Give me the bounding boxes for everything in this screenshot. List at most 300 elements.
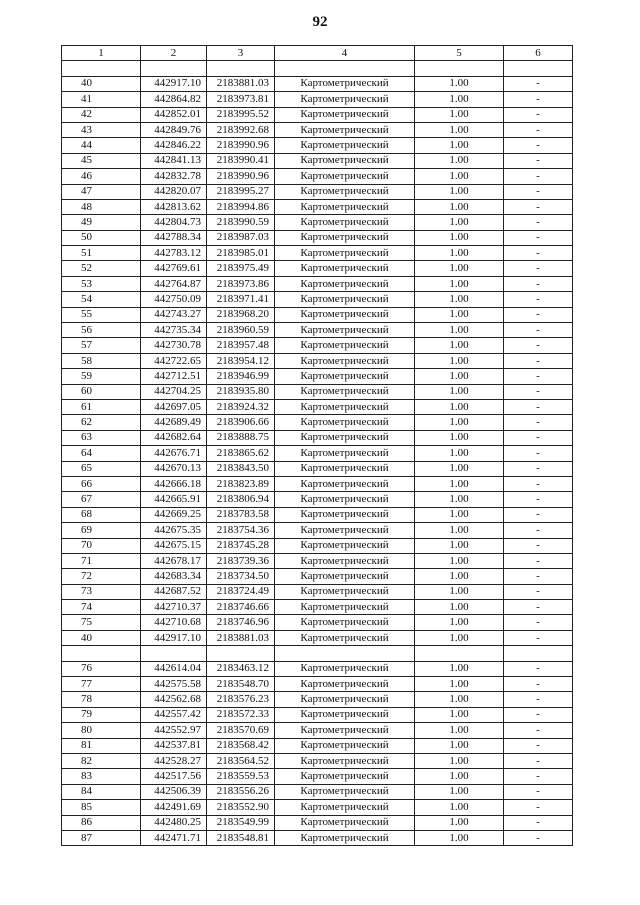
empty-cell [207, 61, 275, 76]
method-cell: Картометрический [275, 353, 415, 368]
description-cell: - [504, 476, 573, 491]
table-row [62, 523, 573, 538]
description-cell: - [504, 430, 573, 445]
description-cell: - [504, 76, 573, 91]
y-coordinate-cell: 2183843.50 [207, 461, 275, 476]
method-cell: Картометрический [275, 323, 415, 338]
table-row [62, 353, 573, 368]
point-number-cell: 77 [62, 677, 141, 692]
accuracy-cell: 1.00 [415, 830, 504, 845]
method-cell: Картометрический [275, 523, 415, 538]
x-coordinate-cell: 442813.62 [141, 199, 207, 214]
y-coordinate-cell: 2183745.28 [207, 538, 275, 553]
accuracy-cell: 1.00 [415, 76, 504, 91]
description-cell: - [504, 353, 573, 368]
empty-cell [415, 646, 504, 661]
point-number-cell: 75 [62, 615, 141, 630]
accuracy-cell: 1.00 [415, 584, 504, 599]
point-number-cell: 76 [62, 661, 141, 676]
x-coordinate-cell: 442735.34 [141, 323, 207, 338]
x-coordinate-cell: 442704.25 [141, 384, 207, 399]
point-number-cell: 40 [62, 76, 141, 91]
point-number-cell: 57 [62, 338, 141, 353]
description-cell: - [504, 153, 573, 168]
point-number-cell: 47 [62, 184, 141, 199]
method-cell: Картометрический [275, 138, 415, 153]
description-cell: - [504, 800, 573, 815]
point-number-cell: 80 [62, 723, 141, 738]
table-row [62, 430, 573, 445]
y-coordinate-cell: 2183968.20 [207, 307, 275, 322]
y-coordinate-cell: 2183881.03 [207, 630, 275, 645]
method-cell: Картометрический [275, 184, 415, 199]
y-coordinate-cell: 2183734.50 [207, 569, 275, 584]
x-coordinate-cell: 442471.71 [141, 830, 207, 845]
method-cell: Картометрический [275, 830, 415, 845]
accuracy-cell: 1.00 [415, 169, 504, 184]
x-coordinate-cell: 442552.97 [141, 723, 207, 738]
accuracy-cell: 1.00 [415, 523, 504, 538]
empty-cell [504, 646, 573, 661]
table-row [62, 569, 573, 584]
accuracy-cell: 1.00 [415, 661, 504, 676]
point-number-cell: 50 [62, 230, 141, 245]
x-coordinate-cell: 442764.87 [141, 276, 207, 291]
point-number-cell: 63 [62, 430, 141, 445]
x-coordinate-cell: 442743.27 [141, 307, 207, 322]
accuracy-cell: 1.00 [415, 369, 504, 384]
accuracy-cell: 1.00 [415, 353, 504, 368]
y-coordinate-cell: 2183954.12 [207, 353, 275, 368]
table-row [62, 399, 573, 414]
description-cell: - [504, 122, 573, 137]
y-coordinate-cell: 2183992.68 [207, 122, 275, 137]
point-number-cell: 59 [62, 369, 141, 384]
table-row [62, 723, 573, 738]
point-number-cell: 70 [62, 538, 141, 553]
x-coordinate-cell: 442769.61 [141, 261, 207, 276]
point-number-cell: 73 [62, 584, 141, 599]
point-number-cell: 53 [62, 276, 141, 291]
point-number-cell: 68 [62, 507, 141, 522]
point-number-cell: 52 [62, 261, 141, 276]
x-coordinate-cell: 442783.12 [141, 246, 207, 261]
table-row [62, 553, 573, 568]
table-row [62, 415, 573, 430]
accuracy-cell: 1.00 [415, 199, 504, 214]
table-row [62, 784, 573, 799]
table-row [62, 461, 573, 476]
x-coordinate-cell: 442670.13 [141, 461, 207, 476]
x-coordinate-cell: 442788.34 [141, 230, 207, 245]
x-coordinate-cell: 442849.76 [141, 122, 207, 137]
table-row [62, 600, 573, 615]
point-number-cell: 66 [62, 476, 141, 491]
x-coordinate-cell: 442804.73 [141, 215, 207, 230]
point-number-cell: 42 [62, 107, 141, 122]
accuracy-cell: 1.00 [415, 753, 504, 768]
table-row [62, 584, 573, 599]
description-cell: - [504, 507, 573, 522]
accuracy-cell: 1.00 [415, 415, 504, 430]
table-row [62, 476, 573, 491]
point-number-cell: 84 [62, 784, 141, 799]
accuracy-cell: 1.00 [415, 476, 504, 491]
empty-cell [62, 646, 141, 661]
point-number-cell: 81 [62, 738, 141, 753]
table-row [62, 323, 573, 338]
description-cell: - [504, 769, 573, 784]
y-coordinate-cell: 2183572.33 [207, 707, 275, 722]
accuracy-cell: 1.00 [415, 553, 504, 568]
description-cell: - [504, 523, 573, 538]
point-number-cell: 82 [62, 753, 141, 768]
method-cell: Картометрический [275, 215, 415, 230]
table-row [62, 507, 573, 522]
method-cell: Картометрический [275, 692, 415, 707]
x-coordinate-cell: 442480.25 [141, 815, 207, 830]
table-row [62, 169, 573, 184]
table-row [62, 276, 573, 291]
description-cell: - [504, 830, 573, 845]
description-cell: - [504, 292, 573, 307]
point-number-cell: 85 [62, 800, 141, 815]
method-cell: Картометрический [275, 630, 415, 645]
header-cell-1: 1 [62, 46, 141, 61]
accuracy-cell: 1.00 [415, 307, 504, 322]
y-coordinate-cell: 2183985.01 [207, 246, 275, 261]
point-number-cell: 78 [62, 692, 141, 707]
header-cell-3: 3 [207, 46, 275, 61]
x-coordinate-cell: 442917.10 [141, 76, 207, 91]
method-cell: Картометрический [275, 107, 415, 122]
table-row [62, 615, 573, 630]
y-coordinate-cell: 2183973.86 [207, 276, 275, 291]
y-coordinate-cell: 2183957.48 [207, 338, 275, 353]
method-cell: Картометрический [275, 399, 415, 414]
point-number-cell: 56 [62, 323, 141, 338]
point-number-cell: 83 [62, 769, 141, 784]
table-row [62, 307, 573, 322]
table-row [62, 800, 573, 815]
method-cell: Картометрический [275, 507, 415, 522]
method-cell: Картометрический [275, 307, 415, 322]
point-number-cell: 62 [62, 415, 141, 430]
y-coordinate-cell: 2183559.53 [207, 769, 275, 784]
y-coordinate-cell: 2183739.36 [207, 553, 275, 568]
table-row [62, 199, 573, 214]
point-number-cell: 48 [62, 199, 141, 214]
accuracy-cell: 1.00 [415, 138, 504, 153]
y-coordinate-cell: 2183924.32 [207, 399, 275, 414]
accuracy-cell: 1.00 [415, 107, 504, 122]
description-cell: - [504, 615, 573, 630]
point-number-cell: 58 [62, 353, 141, 368]
accuracy-cell: 1.00 [415, 292, 504, 307]
accuracy-cell: 1.00 [415, 215, 504, 230]
point-number-cell: 72 [62, 569, 141, 584]
table-row [62, 107, 573, 122]
x-coordinate-cell: 442517.56 [141, 769, 207, 784]
point-number-cell: 79 [62, 707, 141, 722]
x-coordinate-cell: 442917.10 [141, 630, 207, 645]
empty-cell [207, 646, 275, 661]
x-coordinate-cell: 442675.15 [141, 538, 207, 553]
x-coordinate-cell: 442537.81 [141, 738, 207, 753]
accuracy-cell: 1.00 [415, 600, 504, 615]
accuracy-cell: 1.00 [415, 276, 504, 291]
description-cell: - [504, 692, 573, 707]
accuracy-cell: 1.00 [415, 723, 504, 738]
method-cell: Картометрический [275, 661, 415, 676]
x-coordinate-cell: 442689.49 [141, 415, 207, 430]
page-number: 92 [312, 14, 328, 30]
description-cell: - [504, 553, 573, 568]
method-cell: Картометрический [275, 369, 415, 384]
method-cell: Картометрический [275, 446, 415, 461]
y-coordinate-cell: 2183548.81 [207, 830, 275, 845]
method-cell: Картометрический [275, 476, 415, 491]
accuracy-cell: 1.00 [415, 338, 504, 353]
table-row [62, 830, 573, 845]
x-coordinate-cell: 442557.42 [141, 707, 207, 722]
y-coordinate-cell: 2183746.96 [207, 615, 275, 630]
table-row [62, 215, 573, 230]
accuracy-cell: 1.00 [415, 815, 504, 830]
method-cell: Картометрический [275, 430, 415, 445]
accuracy-cell: 1.00 [415, 430, 504, 445]
table-row [62, 261, 573, 276]
description-cell: - [504, 184, 573, 199]
table-row [62, 630, 573, 645]
x-coordinate-cell: 442491.69 [141, 800, 207, 815]
point-number-cell: 87 [62, 830, 141, 845]
empty-cell [62, 61, 141, 76]
y-coordinate-cell: 2183990.59 [207, 215, 275, 230]
y-coordinate-cell: 2183946.99 [207, 369, 275, 384]
accuracy-cell: 1.00 [415, 230, 504, 245]
x-coordinate-cell: 442750.09 [141, 292, 207, 307]
method-cell: Картометрический [275, 569, 415, 584]
table-row [62, 338, 573, 353]
empty-cell [141, 61, 207, 76]
x-coordinate-cell: 442528.27 [141, 753, 207, 768]
description-cell: - [504, 215, 573, 230]
description-cell: - [504, 107, 573, 122]
description-cell: - [504, 707, 573, 722]
method-cell: Картометрический [275, 738, 415, 753]
method-cell: Картометрический [275, 492, 415, 507]
y-coordinate-cell: 2183975.49 [207, 261, 275, 276]
method-cell: Картометрический [275, 92, 415, 107]
table-row [62, 707, 573, 722]
x-coordinate-cell: 442730.78 [141, 338, 207, 353]
method-cell: Картометрический [275, 815, 415, 830]
empty-cell [415, 61, 504, 76]
table-row [62, 677, 573, 692]
method-cell: Картометрический [275, 707, 415, 722]
description-cell: - [504, 630, 573, 645]
x-coordinate-cell: 442697.05 [141, 399, 207, 414]
method-cell: Картометрический [275, 292, 415, 307]
y-coordinate-cell: 2183990.41 [207, 153, 275, 168]
coordinates-table [61, 45, 573, 846]
x-coordinate-cell: 442665.91 [141, 492, 207, 507]
empty-cell [275, 646, 415, 661]
x-coordinate-cell: 442575.58 [141, 677, 207, 692]
method-cell: Картометрический [275, 246, 415, 261]
table-row [62, 384, 573, 399]
description-cell: - [504, 246, 573, 261]
description-cell: - [504, 415, 573, 430]
accuracy-cell: 1.00 [415, 122, 504, 137]
description-cell: - [504, 338, 573, 353]
description-cell: - [504, 784, 573, 799]
description-cell: - [504, 384, 573, 399]
x-coordinate-cell: 442712.51 [141, 369, 207, 384]
description-cell: - [504, 569, 573, 584]
y-coordinate-cell: 2183990.96 [207, 169, 275, 184]
description-cell: - [504, 677, 573, 692]
y-coordinate-cell: 2183548.70 [207, 677, 275, 692]
description-cell: - [504, 307, 573, 322]
y-coordinate-cell: 2183935.80 [207, 384, 275, 399]
y-coordinate-cell: 2183568.42 [207, 738, 275, 753]
y-coordinate-cell: 2183576.23 [207, 692, 275, 707]
x-coordinate-cell: 442832.78 [141, 169, 207, 184]
x-coordinate-cell: 442841.13 [141, 153, 207, 168]
accuracy-cell: 1.00 [415, 323, 504, 338]
table-body [62, 61, 573, 846]
description-cell: - [504, 815, 573, 830]
method-cell: Картометрический [275, 784, 415, 799]
point-number-cell: 67 [62, 492, 141, 507]
point-number-cell: 54 [62, 292, 141, 307]
table-row [62, 292, 573, 307]
x-coordinate-cell: 442852.01 [141, 107, 207, 122]
point-number-cell: 65 [62, 461, 141, 476]
accuracy-cell: 1.00 [415, 692, 504, 707]
point-number-cell: 64 [62, 446, 141, 461]
empty-cell [504, 61, 573, 76]
accuracy-cell: 1.00 [415, 738, 504, 753]
description-cell: - [504, 738, 573, 753]
point-number-cell: 51 [62, 246, 141, 261]
x-coordinate-cell: 442614.04 [141, 661, 207, 676]
x-coordinate-cell: 442676.71 [141, 446, 207, 461]
description-cell: - [504, 369, 573, 384]
group-separator-row [62, 61, 573, 76]
method-cell: Картометрический [275, 261, 415, 276]
description-cell: - [504, 461, 573, 476]
method-cell: Картометрический [275, 276, 415, 291]
y-coordinate-cell: 2183906.66 [207, 415, 275, 430]
method-cell: Картометрический [275, 584, 415, 599]
point-number-cell: 41 [62, 92, 141, 107]
y-coordinate-cell: 2183564.52 [207, 753, 275, 768]
table-row [62, 369, 573, 384]
accuracy-cell: 1.00 [415, 446, 504, 461]
table-row [62, 230, 573, 245]
group-separator-row [62, 646, 573, 661]
table-row [62, 815, 573, 830]
y-coordinate-cell: 2183552.90 [207, 800, 275, 815]
method-cell: Картометрический [275, 753, 415, 768]
method-cell: Картометрический [275, 538, 415, 553]
y-coordinate-cell: 2183463.12 [207, 661, 275, 676]
point-number-cell: 49 [62, 215, 141, 230]
table-row [62, 246, 573, 261]
y-coordinate-cell: 2183881.03 [207, 76, 275, 91]
y-coordinate-cell: 2183754.36 [207, 523, 275, 538]
method-cell: Картометрический [275, 800, 415, 815]
point-number-cell: 45 [62, 153, 141, 168]
accuracy-cell: 1.00 [415, 538, 504, 553]
x-coordinate-cell: 442506.39 [141, 784, 207, 799]
method-cell: Картометрический [275, 600, 415, 615]
description-cell: - [504, 261, 573, 276]
method-cell: Картометрический [275, 122, 415, 137]
empty-cell [275, 61, 415, 76]
x-coordinate-cell: 442666.18 [141, 476, 207, 491]
method-cell: Картометрический [275, 76, 415, 91]
y-coordinate-cell: 2183865.62 [207, 446, 275, 461]
accuracy-cell: 1.00 [415, 246, 504, 261]
header-row [62, 46, 573, 61]
header-cell-5: 5 [415, 46, 504, 61]
y-coordinate-cell: 2183806.94 [207, 492, 275, 507]
empty-cell [141, 646, 207, 661]
table-row [62, 492, 573, 507]
description-cell: - [504, 399, 573, 414]
description-cell: - [504, 584, 573, 599]
method-cell: Картометрический [275, 153, 415, 168]
y-coordinate-cell: 2183823.89 [207, 476, 275, 491]
point-number-cell: 44 [62, 138, 141, 153]
accuracy-cell: 1.00 [415, 184, 504, 199]
point-number-cell: 74 [62, 600, 141, 615]
y-coordinate-cell: 2183995.52 [207, 107, 275, 122]
y-coordinate-cell: 2183990.96 [207, 138, 275, 153]
point-number-cell: 43 [62, 122, 141, 137]
x-coordinate-cell: 442864.82 [141, 92, 207, 107]
y-coordinate-cell: 2183724.49 [207, 584, 275, 599]
header-cell-4: 4 [275, 46, 415, 61]
x-coordinate-cell: 442687.52 [141, 584, 207, 599]
table-row [62, 661, 573, 676]
point-number-cell: 60 [62, 384, 141, 399]
y-coordinate-cell: 2183987.03 [207, 230, 275, 245]
method-cell: Картометрический [275, 230, 415, 245]
point-number-cell: 71 [62, 553, 141, 568]
description-cell: - [504, 92, 573, 107]
y-coordinate-cell: 2183549.99 [207, 815, 275, 830]
accuracy-cell: 1.00 [415, 784, 504, 799]
y-coordinate-cell: 2183960.59 [207, 323, 275, 338]
y-coordinate-cell: 2183973.81 [207, 92, 275, 107]
x-coordinate-cell: 442669.25 [141, 507, 207, 522]
table-row [62, 184, 573, 199]
method-cell: Картометрический [275, 415, 415, 430]
table-row [62, 153, 573, 168]
x-coordinate-cell: 442562.68 [141, 692, 207, 707]
description-cell: - [504, 492, 573, 507]
table-row [62, 76, 573, 91]
y-coordinate-cell: 2183570.69 [207, 723, 275, 738]
description-cell: - [504, 230, 573, 245]
y-coordinate-cell: 2183888.75 [207, 430, 275, 445]
accuracy-cell: 1.00 [415, 707, 504, 722]
